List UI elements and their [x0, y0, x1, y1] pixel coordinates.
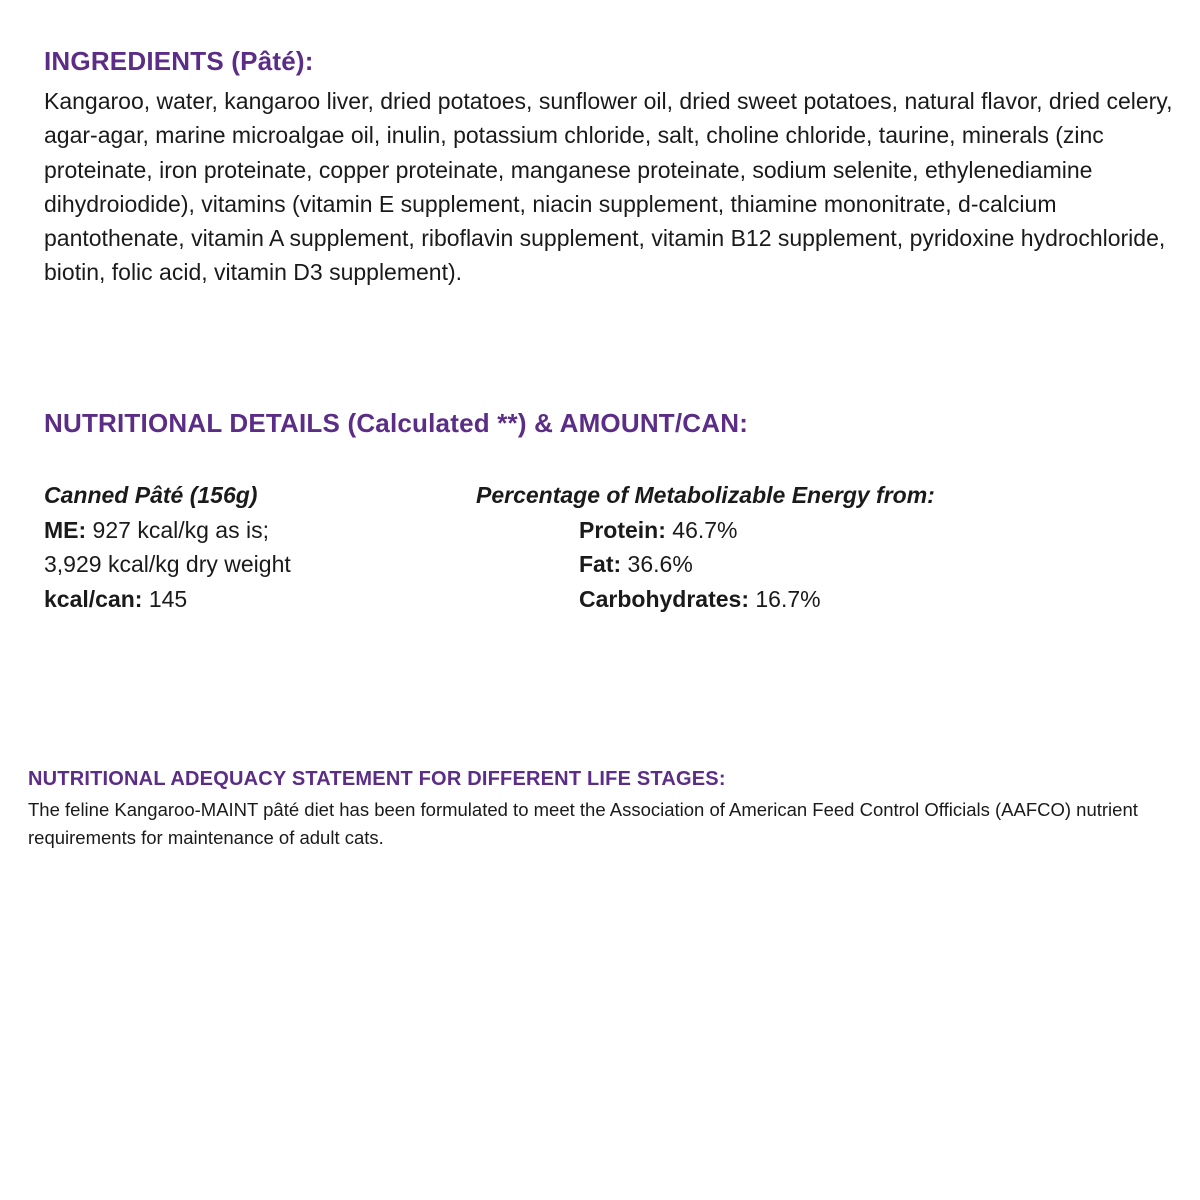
kcal-label: kcal/can: — [44, 585, 143, 612]
metabolizable-energy-details — [476, 478, 1156, 616]
fat-value: 36.6% — [621, 551, 693, 577]
protein-row — [476, 513, 1156, 548]
fat-label: Fat: — [579, 551, 622, 577]
dry-weight-row: 3,929 kcal/kg dry weight — [44, 551, 291, 577]
canned-pate-subhead: Canned Pâté (156g) — [44, 482, 258, 508]
carbohydrates-value: 16.7% — [748, 585, 821, 612]
fat-row — [476, 547, 1156, 582]
protein-value: 46.7% — [665, 516, 738, 543]
nutritional-details-heading: NUTRITIONAL DETAILS (Calculated **) & AMOUNT/CAN: — [44, 408, 749, 438]
kcal-value: 145 — [142, 585, 188, 612]
kcal-per-can-row — [44, 582, 464, 617]
me-value: 927 kcal/kg as is; — [86, 516, 269, 543]
ingredients-heading: INGREDIENTS (Pâté): — [44, 46, 314, 76]
adequacy-statement-heading: NUTRITIONAL ADEQUACY STATEMENT FOR DIFFERENT LIFE STAGES: — [28, 768, 726, 790]
metabolizable-energy-subhead: Percentage of Metabolizable Energy from: — [476, 482, 935, 508]
carbohydrates-label: Carbohydrates: — [579, 585, 749, 612]
ingredients-list: Kangaroo, water, kangaroo liver, dried potatoes, sunflower oil, dried sweet potatoes, natural flavor, dried celery, agar-agar, marine microalgae oil, inulin, potassium chloride, salt, choline chloride, taurine, minerals (zinc proteinate, iron proteinate, copper proteinate, manganese proteinate, sodium selenite, ethylenediamine dihydroiodide), vitamins (vitamin E supplement, niacin supplement, thiamine mononitrate, d-calcium pantothenate, vitamin A supplement, riboflavin supplement, vitamin B12 supplement, pyridoxine hydrochloride, biotin, folic acid, vitamin D3 supplement). — [44, 88, 1173, 286]
me-label: ME: — [44, 516, 87, 543]
adequacy-statement-body: The feline Kangaroo-MAINT pâté diet has been formulated to meet the Association of American Feed Control Officials (AAFCO) nutrient requirements for maintenance of adult cats. — [28, 799, 1138, 848]
me-row — [44, 513, 464, 548]
canned-pate-details — [44, 478, 464, 616]
carbohydrates-row — [476, 582, 1156, 617]
protein-label: Protein: — [579, 516, 666, 543]
